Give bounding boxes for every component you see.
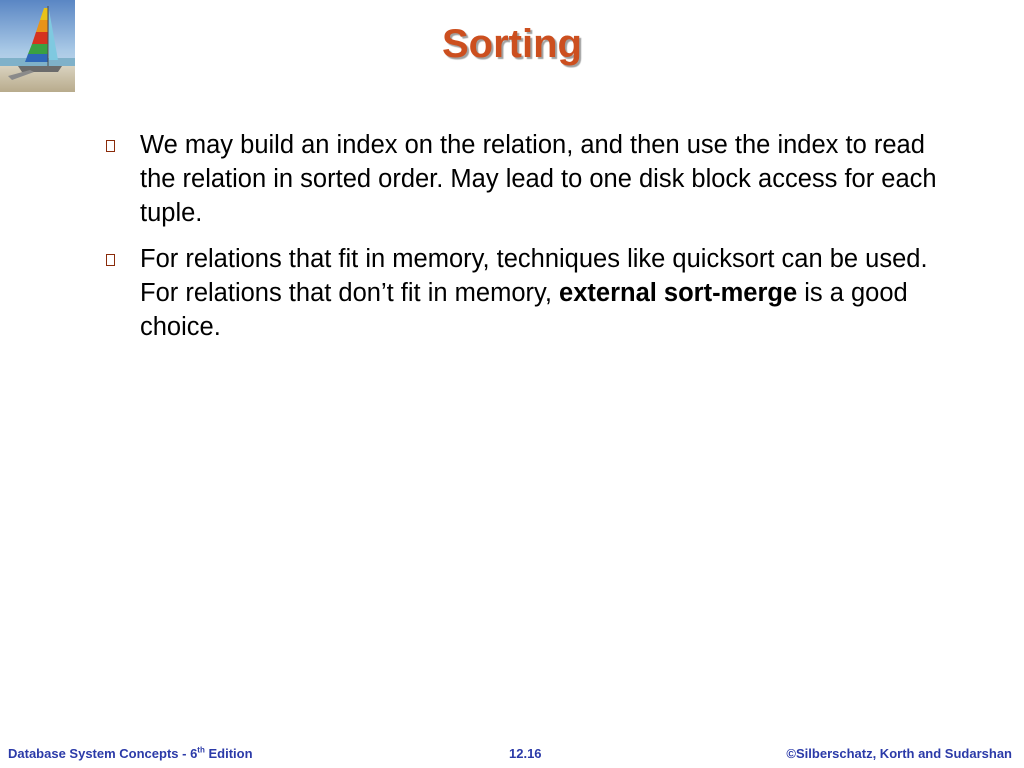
bullet-item (106, 242, 946, 344)
footer-book-title-prefix: Database System Concepts - 6 (8, 746, 198, 761)
bullet-emphasis: external sort-merge (559, 279, 798, 307)
footer-copyright: ©Silberschatz, Korth and Sudarshan (786, 746, 1012, 761)
square-bullet-icon (106, 140, 115, 152)
footer-page-number: 12.16 (509, 746, 542, 761)
bullet-list (106, 128, 946, 356)
bullet-text-end: is a good choice. (140, 279, 908, 341)
square-bullet-icon (106, 254, 115, 266)
footer-book-title (8, 746, 253, 761)
bullet-text: For relations that fit in memory, techniques like quicksort can be used. For relations that don’t fit in memory, (140, 245, 928, 307)
slide-title: Sorting (442, 22, 582, 66)
slide-footer (0, 746, 1024, 764)
bullet-text: We may build an index on the relation, and then use the index to read the relation in sorted order. May lead to one disk block access for each tuple. (140, 131, 937, 227)
bullet-item (106, 128, 946, 230)
footer-edition-superscript: th (197, 745, 205, 755)
footer-edition-suffix: Edition (204, 746, 253, 761)
